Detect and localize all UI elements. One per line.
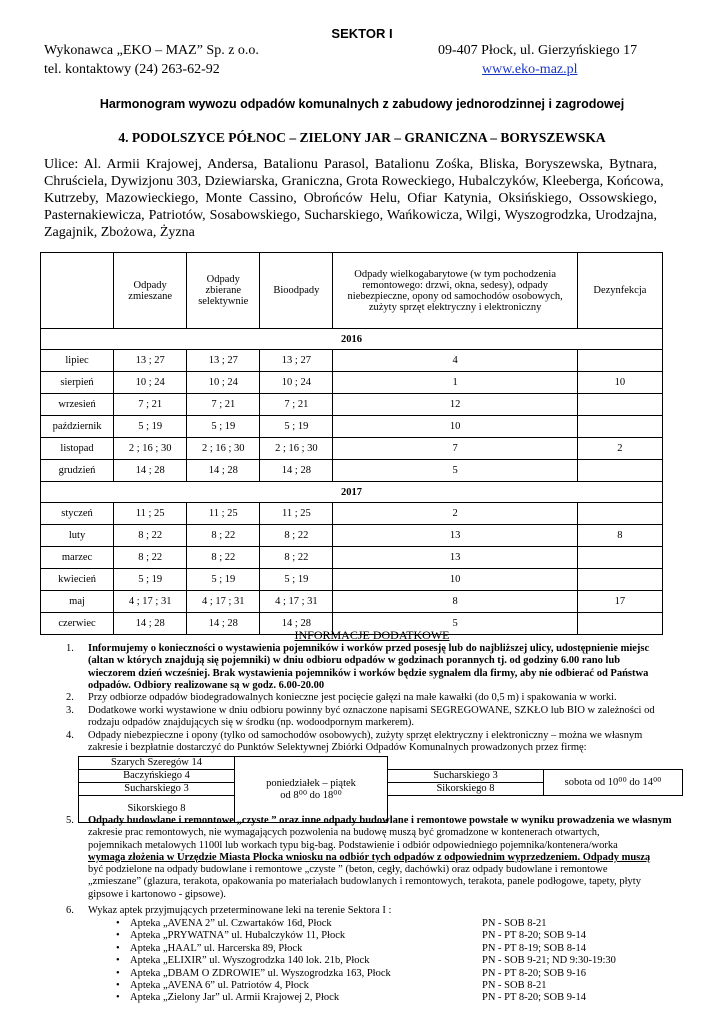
- pharmacy-hours: PN - SOB 8-21: [482, 918, 547, 929]
- table-row: [41, 460, 663, 482]
- cell-disinfection: [577, 547, 662, 569]
- header-mixed: Odpady zmieszane: [114, 253, 187, 329]
- cell-disinfection: 17: [577, 591, 662, 613]
- table-row: [41, 525, 663, 547]
- info-line: zakresie prac remontowych, nie wymagających pozwolenia na budowę muszą być gromadzone w kontenerach otwartych,: [88, 827, 600, 839]
- bullet-icon: •: [116, 930, 120, 942]
- cell-mixed: 8 ; 22: [114, 525, 187, 547]
- sector-title: SEKTOR I: [331, 26, 393, 41]
- info-line: „zmieszane” (glazura, terakota, opakowania po materiałach budowlanych i remontowych, terakota, panele podłogowe, tapety, płyty: [88, 876, 641, 888]
- pharmacy-name: Apteka „Zielony Jar” ul. Armii Krajowej 2, Płock: [130, 992, 340, 1004]
- pharmacy-hours: PN - PT 8-20; SOB 9-14: [482, 992, 586, 1004]
- schedule-table: [40, 252, 663, 635]
- pharmacy-name: Apteka „AVENA 6” ul. Patriotów 4, Płock: [130, 980, 309, 991]
- website-link[interactable]: www.eko-maz.pl: [482, 62, 578, 77]
- cell-mixed: 14 ; 28: [114, 460, 187, 482]
- cell-month: luty: [41, 525, 114, 547]
- item-number: 6.: [66, 905, 74, 916]
- bullet-icon: •: [116, 992, 120, 1004]
- collection-hours-weekday: [235, 757, 388, 823]
- cell-disinfection: [577, 503, 662, 525]
- collection-points-left: [78, 756, 388, 823]
- bullet-icon: •: [116, 955, 120, 967]
- company-address: 09-407 Płock, ul. Gierzyńskiego 17: [438, 43, 638, 58]
- bullet-icon: •: [116, 967, 120, 979]
- info-item-6: Wykaz aptek przyjmujących przeterminowane leki na terenie Sektora I :: [88, 905, 392, 916]
- table-row: [41, 569, 663, 591]
- cell-bulky: 10: [333, 416, 577, 438]
- cell-bio: 5 ; 19: [260, 416, 333, 438]
- table-row: [41, 416, 663, 438]
- collection-hours-saturday: sobota od 10⁰⁰ do 14⁰⁰: [544, 770, 683, 796]
- cell-bio: 13 ; 27: [260, 350, 333, 372]
- pharmacy-hours: PN - PT 8-20; SOB 9-16: [482, 967, 586, 979]
- cell-bulky: 8: [333, 591, 577, 613]
- cell-bulky: 12: [333, 394, 577, 416]
- cell-mixed: 5 ; 19: [114, 569, 187, 591]
- table-row: [41, 372, 663, 394]
- cell-bio: 14 ; 28: [260, 613, 333, 635]
- cell-month: grudzień: [41, 460, 114, 482]
- info-line: wymaga złożenia w Urzędzie Miasta Płocka wniosku na odbiór tych odpadów z odpowiednim wyprzedzeniem. Odpady muszą: [88, 851, 651, 863]
- year-2017: 2017: [41, 482, 663, 503]
- collection-point: Sikorskiego 8: [388, 783, 544, 796]
- cell-month: październik: [41, 416, 114, 438]
- cell-bulky: 13: [333, 547, 577, 569]
- info-item-4: [88, 730, 678, 755]
- info-line: Odpady budowlane i remontowe „czyste ” oraz inne odpady budowlane i remontowe powstałe w wyniku prowadzenia we własnym: [88, 815, 672, 826]
- streets-line: Chruściela, Dywizjonu 303, Dziewiarska, Graniczna, Grota Roweckiego, Hubalczyków, Kleeberga, Końcowa,: [44, 174, 664, 189]
- item-number: 1.: [66, 643, 74, 654]
- info-title: INFORMACJE DODATKOWE: [294, 628, 450, 642]
- item-number: 2.: [66, 692, 74, 703]
- cell-bio: 10 ; 24: [260, 372, 333, 394]
- header-month: [41, 253, 114, 329]
- cell-selective: 5 ; 19: [187, 569, 260, 591]
- info-line: gipsowe i kartonowo - gipsowe).: [88, 888, 226, 900]
- streets-line: Ulice: Al. Armii Krajowej, Andersa, Batalionu Parasol, Batalionu Zośka, Bliska, Boryszewska, Bytnara,: [44, 157, 657, 172]
- info-item-3: [88, 705, 678, 730]
- pharmacy-name: Apteka „ELIXIR” ul. Wyszogrodzka 140 lok. 21b, Płock: [130, 955, 370, 967]
- cell-mixed: 13 ; 27: [114, 350, 187, 372]
- cell-selective: 13 ; 27: [187, 350, 260, 372]
- schedule-title: Harmonogram wywozu odpadów komunalnych z zabudowy jednorodzinnej i zagrodowej: [99, 97, 625, 111]
- cell-disinfection: 2: [577, 438, 662, 460]
- pharmacy-hours: PN - PT 8-19; SOB 8-14: [482, 942, 586, 954]
- hours-line: od 8⁰⁰ do 18⁰⁰: [280, 789, 342, 801]
- pharmacy-name: Apteka „HAAL” ul. Harcerska 89, Płock: [130, 942, 303, 954]
- cell-bulky: 5: [333, 460, 577, 482]
- info-line: Dodatkowe worki wystawione w dniu odbioru powinny być oznaczone napisami SEGREGOWANE, SZKŁO lub BIO w zależności od: [88, 705, 655, 716]
- cell-disinfection: [577, 460, 662, 482]
- info-line: zakresie i bezpłatnie dostarczyć do Punktów Selektywnej Zbiórki Odpadów Komunalnych prowadzonych przez firmę:: [88, 742, 587, 754]
- cell-selective: 7 ; 21: [187, 394, 260, 416]
- header-selective: Odpady zbierane selektywnie: [187, 253, 260, 329]
- cell-disinfection: 10: [577, 372, 662, 394]
- collection-points-right: [387, 769, 683, 796]
- cell-bulky: 4: [333, 350, 577, 372]
- area-title: 4. PODOLSZYCE PÓŁNOC – ZIELONY JAR – GRANICZNA – BORYSZEWSKA: [118, 130, 606, 145]
- cell-selective: 5 ; 19: [187, 416, 260, 438]
- cell-bio: 8 ; 22: [260, 525, 333, 547]
- cell-mixed: 5 ; 19: [114, 416, 187, 438]
- info-item-5: [88, 815, 678, 901]
- cell-mixed: 4 ; 17 ; 31: [114, 591, 187, 613]
- collection-point: Sikorskiego 8: [79, 796, 235, 823]
- cell-mixed: 11 ; 25: [114, 503, 187, 525]
- cell-bio: 5 ; 19: [260, 569, 333, 591]
- cell-selective: 14 ; 28: [187, 460, 260, 482]
- cell-bio: 4 ; 17 ; 31: [260, 591, 333, 613]
- cell-bulky: 1: [333, 372, 577, 394]
- info-line: Informujemy o konieczności o wystawienia pojemników i worków przed posesję lub do najbliższej ulicy, udostępnienie miejsc: [88, 643, 650, 654]
- header-bio: Bioodpady: [260, 253, 333, 329]
- cell-month: maj: [41, 591, 114, 613]
- info-line: odpadów. Odbiory realizowane są w godz. 6.00-20.00: [88, 679, 325, 691]
- table-row: [41, 350, 663, 372]
- table-row: [41, 591, 663, 613]
- table-row: [41, 438, 663, 460]
- cell-mixed: 10 ; 24: [114, 372, 187, 394]
- collection-point: Sucharskiego 3: [79, 783, 235, 796]
- cell-month: sierpień: [41, 372, 114, 394]
- cell-bio: 8 ; 22: [260, 547, 333, 569]
- cell-selective: 8 ; 22: [187, 525, 260, 547]
- item-number: 5.: [66, 815, 74, 826]
- item-number: 3.: [66, 705, 74, 716]
- collection-point: Baczyńskiego 4: [79, 770, 235, 783]
- cell-bio: 7 ; 21: [260, 394, 333, 416]
- info-line: rodzaju odpadów znajdujących się w środku (np. wodoodpornym markerem).: [88, 717, 414, 729]
- cell-bio: 11 ; 25: [260, 503, 333, 525]
- cell-selective: 11 ; 25: [187, 503, 260, 525]
- cell-month: lipiec: [41, 350, 114, 372]
- pharmacy-name: Apteka „AVENA 2” ul. Czwartaków 16d, Płock: [130, 918, 332, 929]
- info-item-2: Przy odbiorze odpadów biodegradowalnych konieczne jest pocięcie gałęzi na małe kawałki (do 0,5 m) i spakowania w worki.: [88, 692, 617, 703]
- cell-selective: 8 ; 22: [187, 547, 260, 569]
- cell-bio: 2 ; 16 ; 30: [260, 438, 333, 460]
- table-row: [41, 503, 663, 525]
- cell-month: styczeń: [41, 503, 114, 525]
- cell-month: wrzesień: [41, 394, 114, 416]
- cell-month: marzec: [41, 547, 114, 569]
- cell-month: kwiecień: [41, 569, 114, 591]
- cell-bulky: 7: [333, 438, 577, 460]
- cell-disinfection: 8: [577, 525, 662, 547]
- table-row: [41, 394, 663, 416]
- info-line: być podzielone na odpady budowlane i remontowe „czyste ” (beton, cegły, dachówki) oraz odpady budowlane i remontowe: [88, 864, 608, 876]
- pharmacy-name: Apteka „DBAM O ZDROWIE” ul. Wyszogrodzka 163, Płock: [130, 967, 391, 979]
- streets-list: [44, 156, 684, 241]
- bullet-icon: •: [116, 942, 120, 954]
- hours-line: poniedziałek – piątek: [266, 777, 356, 789]
- cell-bulky: 13: [333, 525, 577, 547]
- cell-bulky: 5: [333, 613, 577, 635]
- streets-line: Kutrzeby, Mazowieckiego, Monte Cassino, Obrońców Helu, Ofiar Katynia, Oksińskiego, Ossowskiego,: [44, 191, 657, 206]
- info-item-1: [88, 643, 678, 692]
- info-line: wieczorem dzień wcześniej. Brak wystawienia pojemników i worków będzie sygnałem dla firmy, aby nie odbierać od Państwa: [88, 667, 649, 679]
- table-header-row: [41, 253, 663, 329]
- year-2016: 2016: [41, 329, 663, 350]
- header-bulky: Odpady wielkogabarytowe (w tym pochodzenia remontowego: drzwi, okna, sedesy), odpady niebezpieczne, opony od samochodów osobowych, zużyty sprzęt elektryczny i elektroniczny: [333, 253, 577, 329]
- cell-disinfection: [577, 416, 662, 438]
- cell-mixed: 7 ; 21: [114, 394, 187, 416]
- bullet-icon: •: [116, 918, 120, 929]
- header-disinfection: Dezynfekcja: [577, 253, 662, 329]
- cell-mixed: 14 ; 28: [114, 613, 187, 635]
- cell-disinfection: [577, 394, 662, 416]
- pharmacy-hours: PN - SOB 8-21: [482, 980, 547, 991]
- item-number: 4.: [66, 730, 74, 741]
- cell-selective: 2 ; 16 ; 30: [187, 438, 260, 460]
- bullet-icon: •: [116, 980, 120, 991]
- cell-bulky: 10: [333, 569, 577, 591]
- company-name: Wykonawca „EKO – MAZ” Sp. z o.o.: [44, 43, 259, 58]
- collection-point: Sucharskiego 3: [388, 770, 544, 783]
- streets-line: Pasternakiewicza, Patriotów, Sosabowskiego, Sucharskiego, Wańkowicza, Wilgi, Wyszogrodzka, Urodzajna,: [44, 208, 657, 223]
- cell-bulky: 2: [333, 503, 577, 525]
- cell-bio: 14 ; 28: [260, 460, 333, 482]
- cell-mixed: 8 ; 22: [114, 547, 187, 569]
- cell-selective: 14 ; 28: [187, 613, 260, 635]
- company-phone: tel. kontaktowy (24) 263-62-92: [44, 62, 220, 77]
- info-line: Odpady niebezpieczne i opony (tylko od samochodów osobowych), zużyty sprzęt elektryczny i elektroniczny – można we własnym: [88, 730, 643, 741]
- cell-mixed: 2 ; 16 ; 30: [114, 438, 187, 460]
- info-line: pojemnikach metalowych 1100l lub workach typu big-bag. Podstawienie i odbiór odpowiedniego pojemnika/kontenera/worka: [88, 839, 618, 851]
- collection-point: Szarych Szeregów 14: [79, 757, 235, 770]
- pharmacy-name: Apteka „PRYWATNA” ul. Hubalczyków 11, Płock: [130, 930, 346, 942]
- cell-disinfection: [577, 350, 662, 372]
- info-line: (altan w których znajdują się pojemniki) w dniu odbioru odpadów w godzinach porannych tj. od godziny 6.00 rano lub: [88, 655, 621, 667]
- streets-line: Zagajnik, Zbożowa, Żyzna: [44, 225, 195, 240]
- cell-selective: 4 ; 17 ; 31: [187, 591, 260, 613]
- cell-selective: 10 ; 24: [187, 372, 260, 394]
- cell-month: listopad: [41, 438, 114, 460]
- cell-month: czerwiec: [41, 613, 114, 635]
- pharmacy-hours: PN - PT 8-20; SOB 9-14: [482, 930, 586, 942]
- cell-disinfection: [577, 569, 662, 591]
- pharmacy-hours: PN - SOB 9-21; ND 9:30-19:30: [482, 955, 616, 967]
- table-row: [41, 547, 663, 569]
